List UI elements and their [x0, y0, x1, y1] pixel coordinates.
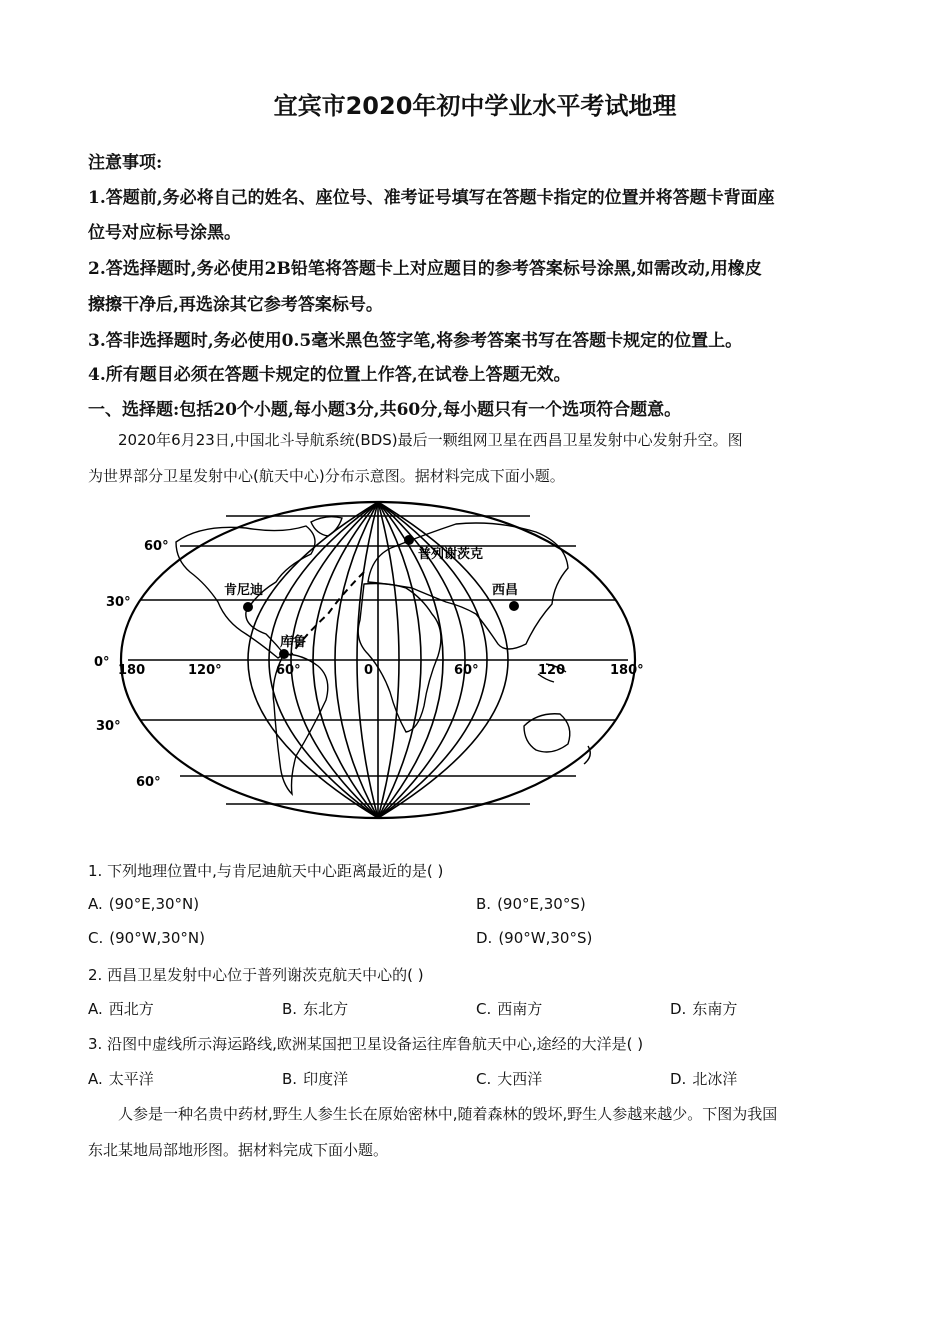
map-lon-label: 120°: [188, 663, 222, 678]
world-map: [94, 494, 654, 824]
notice-item: 位号对应标号涂黑。: [88, 223, 241, 243]
map-label-plesetsk: 普列谢茨克: [418, 547, 484, 562]
center-marker-xichang: [509, 601, 519, 611]
q1-option-c[interactable]: C. (90°W,30°N): [88, 929, 205, 947]
map-lon-label: 180°: [610, 663, 644, 678]
map-lon-label: 0: [364, 663, 374, 678]
page-title: 宜宾市2020年初中学业水平考试地理: [273, 92, 677, 120]
q2-option-a[interactable]: A. 西北方: [88, 1000, 154, 1018]
continent-outlines: [176, 517, 590, 794]
map-lon-label: 60°: [276, 663, 301, 678]
q1-option-a[interactable]: A. (90°E,30°N): [88, 895, 200, 913]
q3-option-c[interactable]: C. 大西洋: [476, 1070, 543, 1088]
greenland-outline: [311, 517, 342, 536]
passage-line: 2020年6月23日,中国北斗导航系统(BDS)最后一颗组网卫星在西昌卫星发射中心发射升空。图: [118, 431, 743, 449]
notice-item: 1.答题前,务必将自己的姓名、座位号、准考证号填写在答题卡指定的位置并将答题卡背面座: [88, 188, 775, 208]
passage-line: 东北某地局部地形图。据材料完成下面小题。: [88, 1141, 389, 1159]
center-marker-kennedy: [243, 602, 253, 612]
passage-line: 人参是一种名贵中药材,野生人参生长在原始密林中,随着森林的毁坏,野生人参越来越少。下图为我国: [118, 1105, 778, 1123]
q1-option-b[interactable]: B. (90°E,30°S): [476, 895, 586, 913]
q3-option-a[interactable]: A. 太平洋: [88, 1070, 154, 1088]
notice-item: 2.答选择题时,务必使用2B铅笔将答题卡上对应题目的参考答案标号涂黑,如需改动,用橡皮: [88, 259, 762, 279]
map-lat-label: 60°: [136, 775, 161, 790]
notice-item: 3.答非选择题时,务必使用0.5毫米黑色签字笔,将参考答案书写在答题卡规定的位置上。: [88, 331, 743, 351]
question-3-stem: 3. 沿图中虚线所示海运路线,欧洲某国把卫星设备运往库鲁航天中心,途经的大洋是( ): [88, 1035, 644, 1053]
map-lon-label: 120: [538, 663, 566, 678]
map-label-xichang: 西昌: [492, 583, 519, 598]
q2-option-c[interactable]: C. 西南方: [476, 1000, 543, 1018]
notice-heading: 注意事项:: [88, 153, 163, 173]
q2-option-d[interactable]: D. 东南方: [670, 1000, 738, 1018]
notice-item: 擦擦干净后,再选涂其它参考答案标号。: [88, 295, 383, 315]
map-lon-label: 60°: [454, 663, 479, 678]
map-lat-label: 0°: [94, 655, 110, 670]
q2-option-b[interactable]: B. 东北方: [282, 1000, 349, 1018]
q1-option-d[interactable]: D. (90°W,30°S): [476, 929, 593, 947]
center-marker-plesetsk: [404, 535, 414, 545]
map-lat-label: 30°: [96, 719, 121, 734]
q3-option-d[interactable]: D. 北冰洋: [670, 1070, 738, 1088]
map-lon-label: 180: [118, 663, 146, 678]
map-label-kourou: 库鲁: [280, 635, 307, 650]
map-graticule: [121, 502, 635, 818]
passage-line: 为世界部分卫星发射中心(航天中心)分布示意图。据材料完成下面小题。: [88, 467, 565, 485]
map-lat-label: 60°: [144, 539, 169, 554]
center-marker-kourou: [279, 649, 289, 659]
q3-option-b[interactable]: B. 印度洋: [282, 1070, 349, 1088]
map-lat-label: 30°: [106, 595, 131, 610]
section-heading: 一、选择题:包括20个小题,每小题3分,共60分,每小题只有一个选项符合题意。: [88, 400, 682, 420]
notice-item: 4.所有题目必须在答题卡规定的位置上作答,在试卷上答题无效。: [88, 365, 571, 385]
map-label-kennedy: 肯尼迪: [224, 583, 264, 598]
question-2-stem: 2. 西昌卫星发射中心位于普列谢茨克航天中心的( ): [88, 966, 424, 984]
question-1-stem: 1. 下列地理位置中,与肯尼迪航天中心距离最近的是( ): [88, 862, 444, 880]
